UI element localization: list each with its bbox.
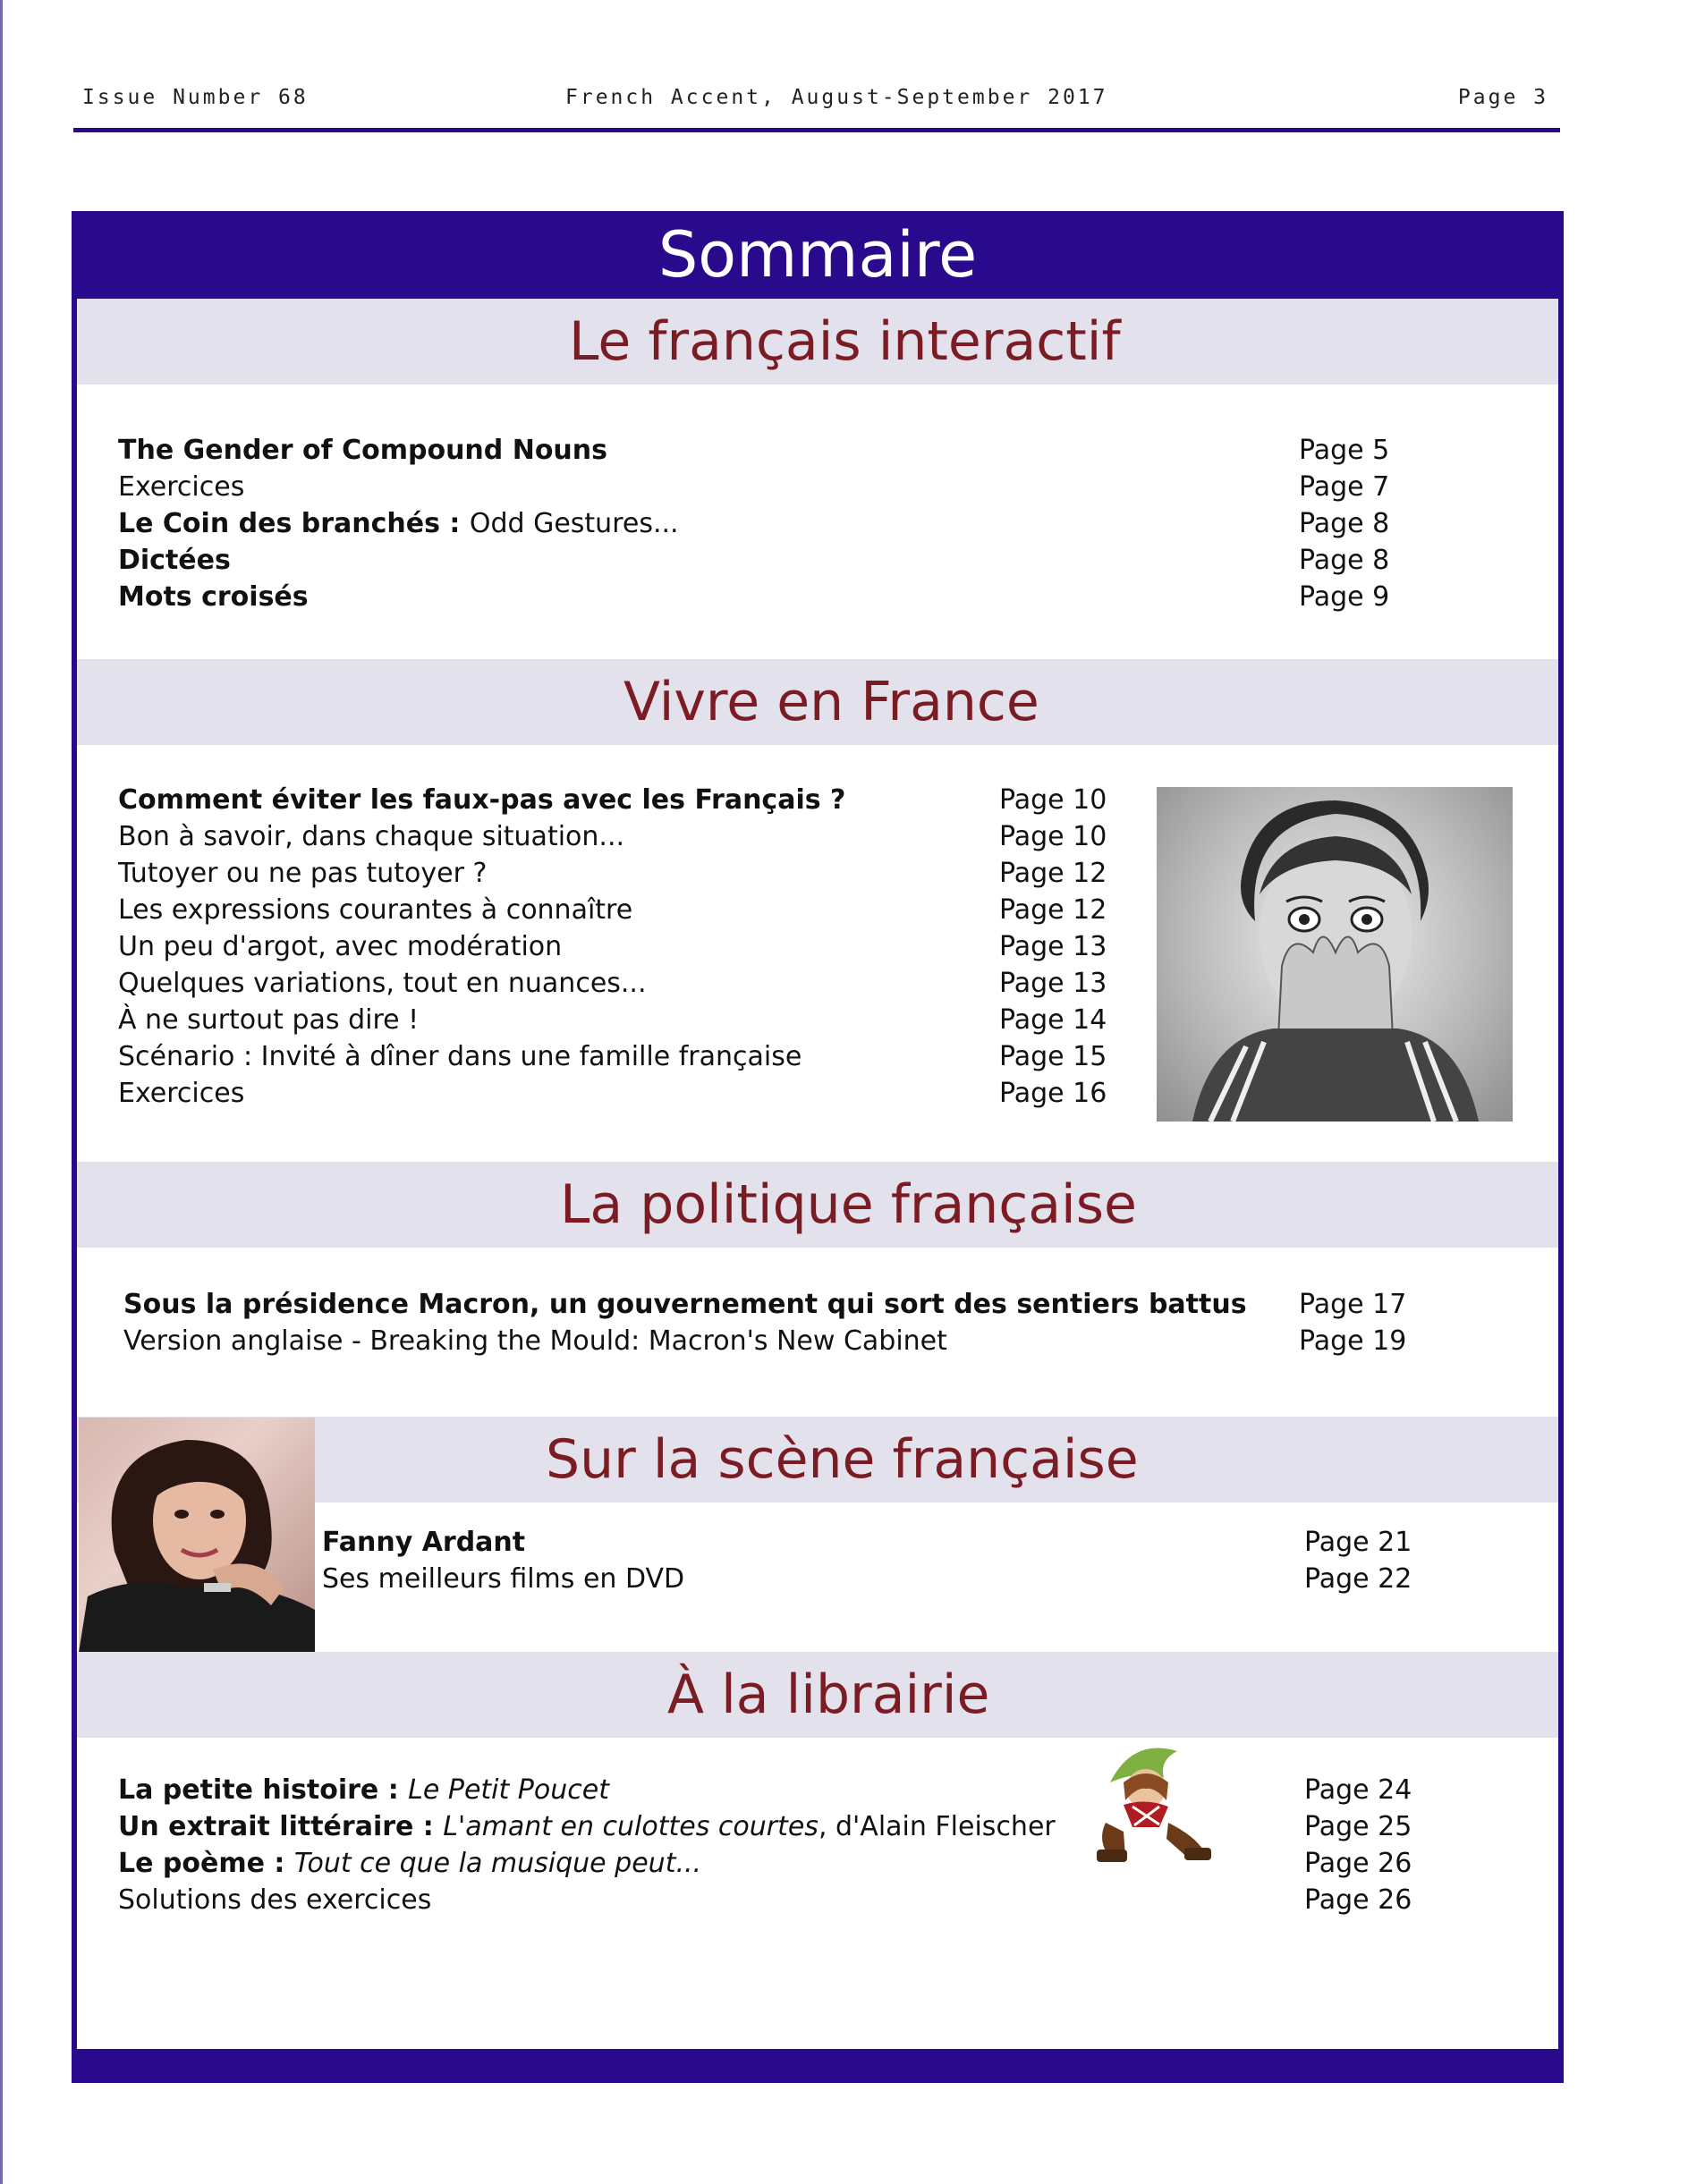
section-band-librairie [77,1652,1558,1738]
toc-page-ref: Page 16 [999,1078,1107,1109]
toc-page-ref: Page 13 [999,931,1107,962]
bottom-bar [77,2049,1558,2083]
section-band-francais-interactif [77,299,1558,385]
toc-item[interactable]: Ses meilleurs films en DVD Page 22 [322,1561,1485,1597]
section-heading: La politique française [560,1173,1137,1236]
toc-page-ref: Page 15 [999,1041,1107,1072]
toc-page-ref: Page 10 [999,821,1107,852]
toc-page-ref: Page 13 [999,968,1107,999]
toc-item[interactable]: Dictées Page 8 [118,542,1496,579]
page-edge-rule [0,0,3,2184]
toc-list-librairie [118,1772,1514,1918]
toc-page-ref: Page 10 [999,784,1107,816]
toc-page-ref: Page 8 [1299,545,1390,576]
toc-page-ref: Page 22 [1304,1563,1412,1595]
running-header [73,82,1559,118]
toc-page-ref: Page 14 [999,1004,1107,1036]
toc-item[interactable]: The Gender of Compound Nouns Page 5 [118,432,1496,469]
toc-item[interactable]: Un peu d'argot, avec modération Page 13 [118,928,1102,965]
toc-list-vivre-en-france [118,782,1107,1112]
toc-page-ref: Page 12 [999,894,1107,926]
toc-page-ref: Page 21 [1304,1527,1412,1558]
portrait-illustration [79,1418,315,1653]
toc-page-ref: Page 17 [1299,1289,1407,1320]
shocked-woman-illustration [1157,787,1513,1122]
page-title: Sommaire [657,218,978,292]
toc-item[interactable]: Sous la présidence Macron, un gouvernement qui sort des sentiers battus Page 17 [123,1286,1501,1323]
toc-item[interactable]: Un extrait littéraire : L'amant en culottes courtes, d'Alain Fleischer Page 25 [118,1808,1514,1845]
header-rule [73,128,1560,132]
toc-item[interactable]: Les expressions courantes à connaître Page 12 [118,892,1102,928]
toc-page-ref: Page 26 [1304,1848,1412,1879]
section-band-politique [77,1162,1558,1248]
toc-page-ref: Page 7 [1299,471,1390,503]
toc-item[interactable]: Scénario : Invité à dîner dans une famille française Page 15 [118,1038,1102,1075]
toc-item[interactable]: Fanny Ardant Page 21 [322,1524,1485,1561]
section-heading: À la librairie [667,1663,990,1726]
contents-frame [72,211,1564,2083]
toc-page-ref: Page 25 [1304,1811,1412,1842]
toc-item[interactable]: Bon à savoir, dans chaque situation... Page 10 [118,818,1102,855]
toc-item[interactable]: Quelques variations, tout en nuances... Page 13 [118,965,1102,1002]
section-heading: Le français interactif [569,310,1121,373]
page-number: Page 3 [1457,86,1548,109]
toc-page-ref: Page 8 [1299,508,1390,539]
toc-page-ref: Page 19 [1299,1325,1407,1357]
section-heading: Sur la scène française [546,1428,1139,1491]
toc-item[interactable]: La petite histoire : Le Petit Poucet Page 24 [118,1772,1514,1808]
toc-item[interactable]: Le Coin des branchés : Odd Gestures... Page 8 [118,505,1496,542]
toc-page-ref: Page 9 [1299,581,1390,613]
section-band-vivre-en-france [77,659,1558,745]
section-heading: Vivre en France [623,671,1039,733]
toc-page-ref: Page 5 [1299,435,1390,466]
toc-page-ref: Page 26 [1304,1884,1412,1916]
toc-list-francais-interactif [118,432,1496,615]
publication-title: French Accent, August-September 2017 [565,86,1108,109]
title-bar [77,211,1558,299]
toc-page-ref: Page 12 [999,858,1107,889]
toc-item[interactable]: Tutoyer ou ne pas tutoyer ? Page 12 [118,855,1102,892]
shocked-woman-photo [1157,787,1513,1122]
issue-number: Issue Number 68 [82,86,309,109]
toc-list-politique [123,1286,1501,1359]
toc-item[interactable]: Mots croisés Page 9 [118,579,1496,615]
toc-item[interactable]: Comment éviter les faux-pas avec les Français ? Page 10 [118,782,1102,818]
toc-item[interactable]: Version anglaise - Breaking the Mould: Macron's New Cabinet Page 19 [123,1323,1501,1359]
toc-list-scene [322,1524,1485,1597]
toc-item[interactable]: Exercices Page 16 [118,1075,1102,1112]
toc-item[interactable]: Le poème : Tout ce que la musique peut... Page 26 [118,1845,1514,1882]
toc-page-ref: Page 24 [1304,1774,1412,1806]
toc-item[interactable]: Solutions des exercices Page 26 [118,1882,1514,1918]
toc-item[interactable]: À ne surtout pas dire ! Page 14 [118,1002,1102,1038]
fanny-ardant-photo [79,1418,315,1653]
toc-item[interactable]: Exercices Page 7 [118,469,1496,505]
